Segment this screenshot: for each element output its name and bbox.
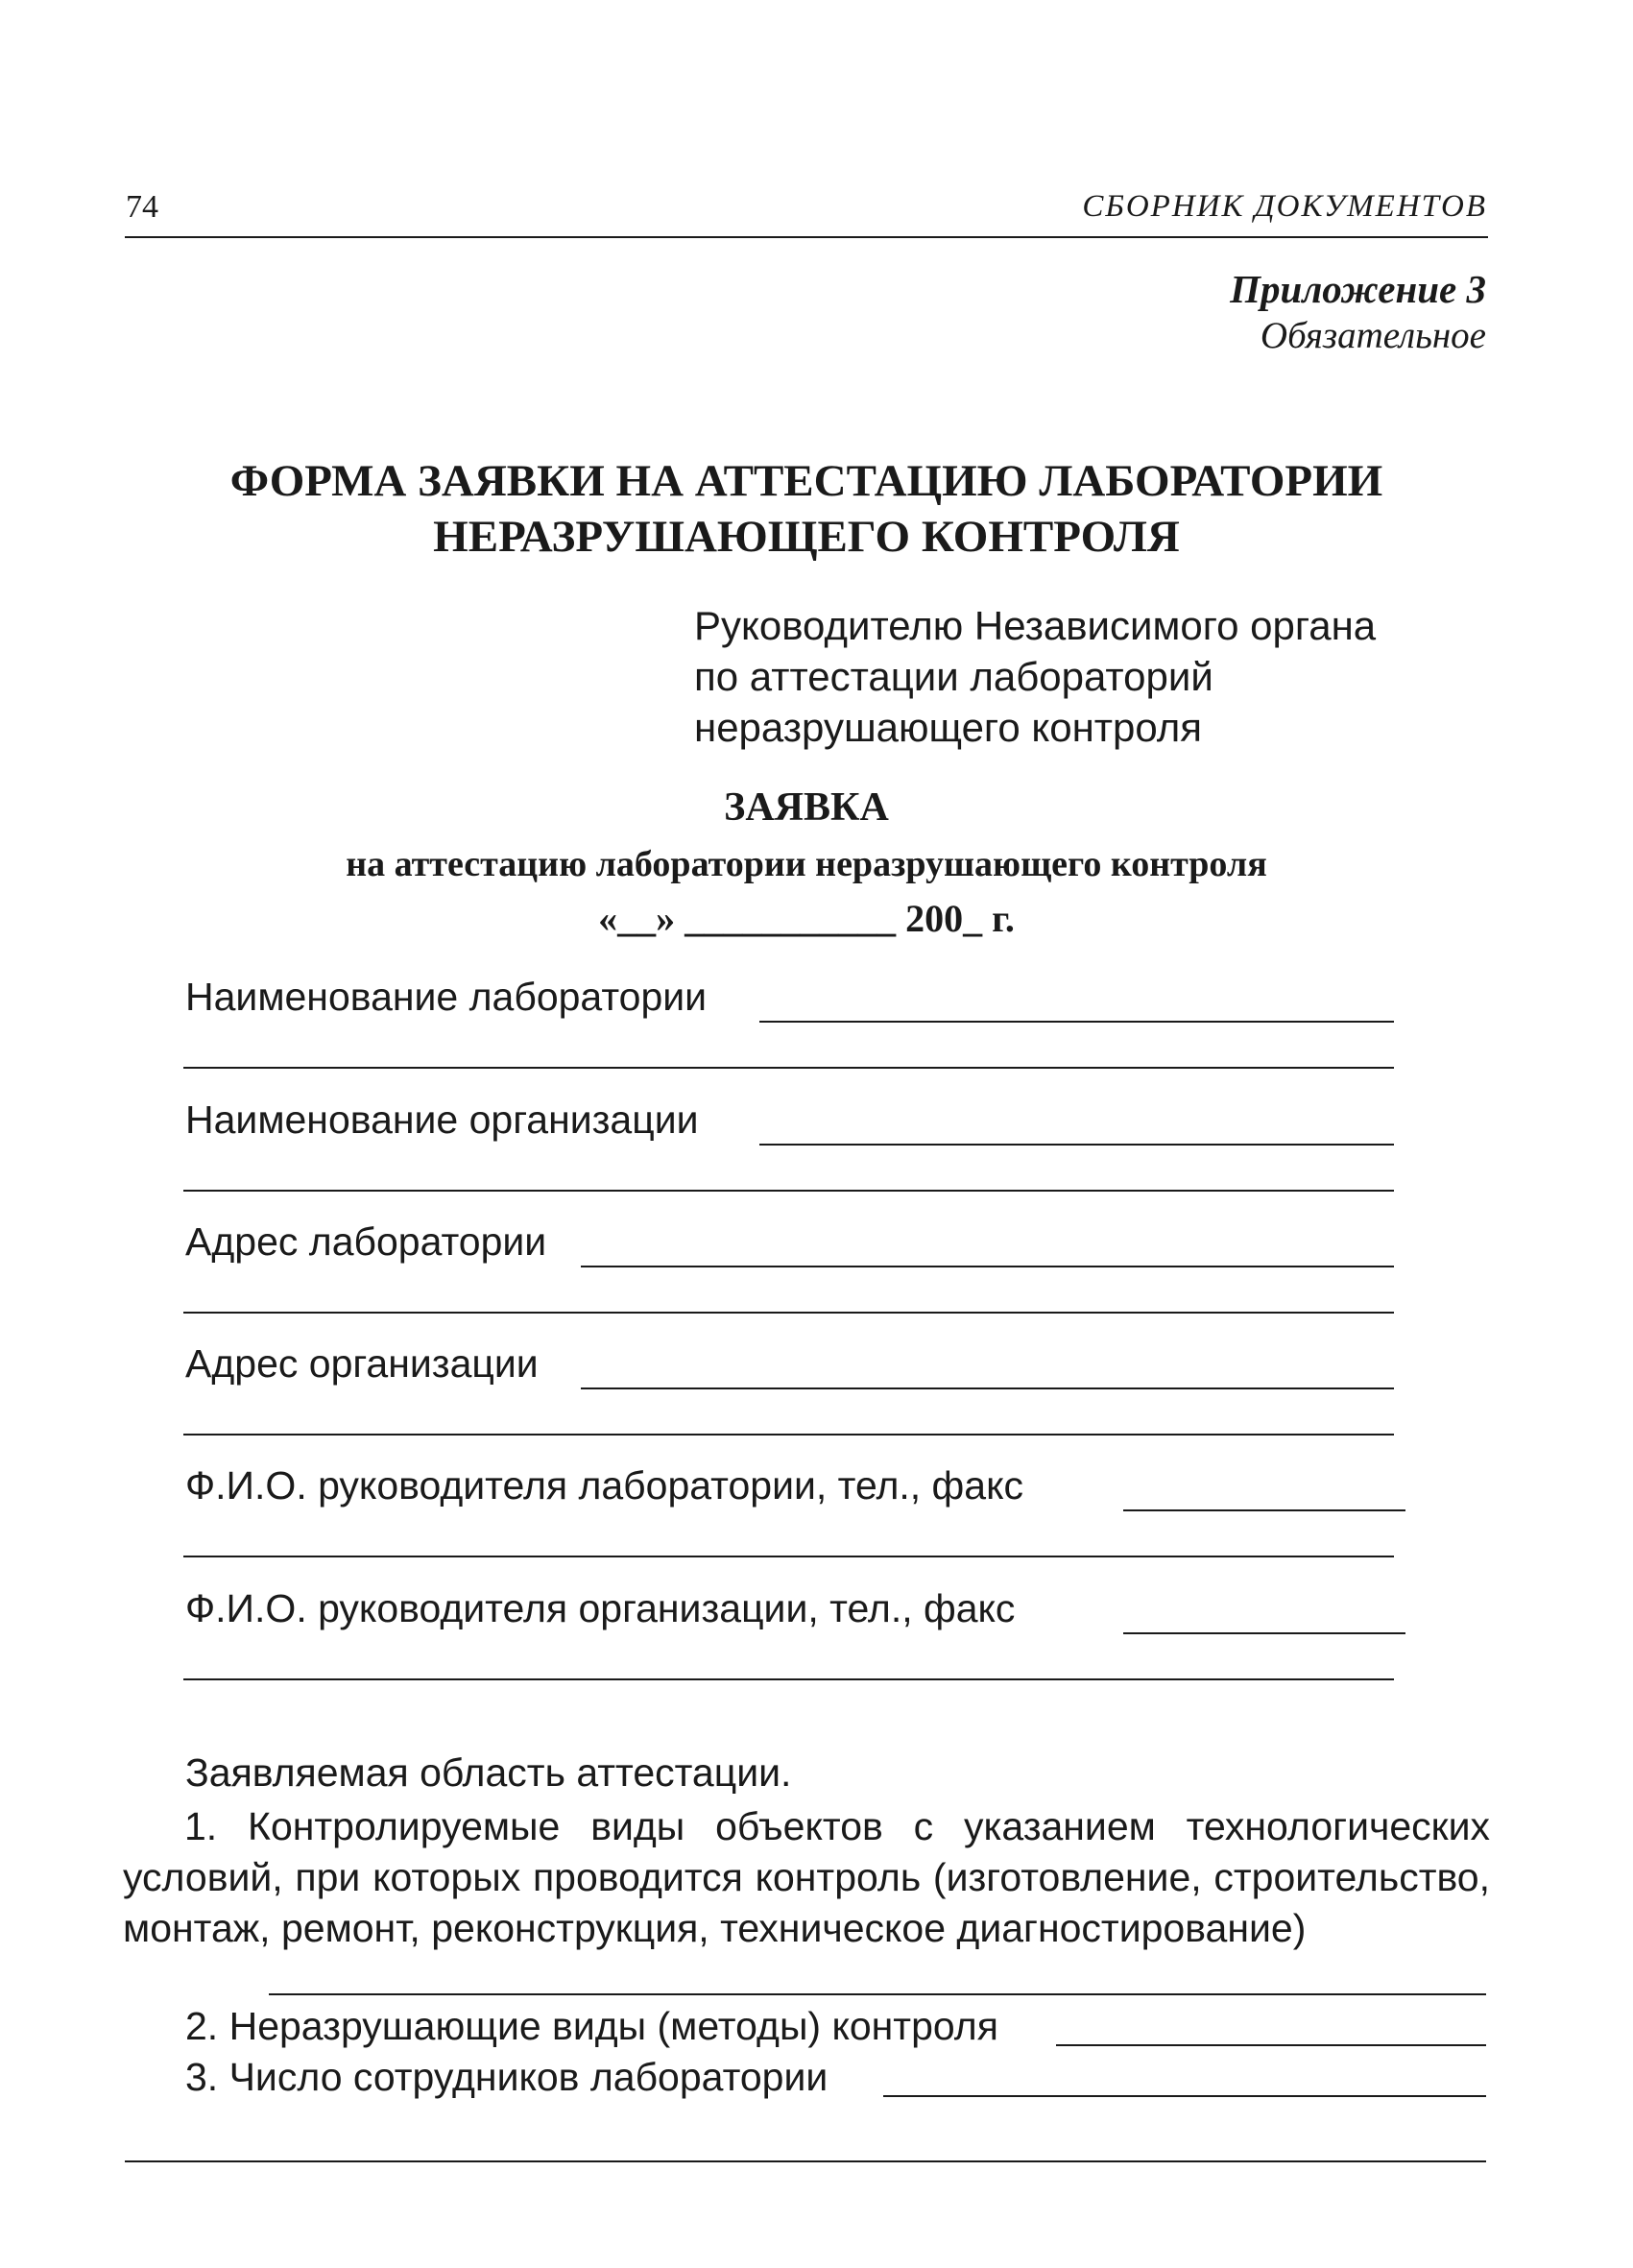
org-name-fill-line[interactable] — [759, 1144, 1394, 1146]
scope-item-1 — [123, 1801, 1490, 1954]
scope-item-3-fill-line[interactable] — [883, 2095, 1486, 2097]
org-head-label: Ф.И.О. руководителя организации, тел., факс — [185, 1586, 1016, 1630]
lab-head-continuation-line[interactable] — [183, 1556, 1394, 1557]
form-title — [125, 453, 1488, 565]
scope-title: Заявляемая область аттестации. — [185, 1750, 792, 1795]
header-rule — [125, 236, 1488, 238]
application-subtitle: на аттестацию лаборатории неразрушающего контроля — [346, 844, 1267, 884]
appendix-number: Приложение 3 — [1230, 267, 1486, 311]
lab-head-fill-line[interactable] — [1123, 1509, 1405, 1511]
scope-item-3: 3. Число сотрудников лаборатории — [185, 2055, 829, 2099]
addressee-block — [694, 600, 1376, 753]
addressee-line1: Руководителю Независимого органа — [694, 603, 1377, 648]
page-number: 74 — [126, 189, 158, 225]
appendix-block — [1230, 266, 1486, 357]
org-address-fill-line[interactable] — [581, 1387, 1394, 1389]
org-address-continuation-line[interactable] — [183, 1434, 1394, 1436]
application-title: ЗАЯВКА — [724, 785, 889, 830]
lab-address-continuation-line[interactable] — [183, 1312, 1394, 1314]
running-title: СБОРНИК ДОКУМЕНТОВ — [1082, 189, 1487, 224]
org-head-fill-line[interactable] — [1123, 1632, 1405, 1634]
lab-name-fill-line[interactable] — [759, 1021, 1394, 1023]
lab-address-fill-line[interactable] — [581, 1266, 1394, 1267]
org-address-label: Адрес организации — [185, 1341, 539, 1386]
bottom-fill-line[interactable] — [125, 2160, 1486, 2162]
scope-item-2: 2. Неразрушающие виды (методы) контроля — [185, 2004, 998, 2048]
scope-item-2-fill-line[interactable] — [1056, 2044, 1486, 2046]
org-name-label: Наименование организации — [185, 1098, 699, 1142]
addressee-line3: неразрушающего контроля — [694, 705, 1203, 750]
org-name-continuation-line[interactable] — [183, 1190, 1394, 1192]
scope-item-1-fill-line[interactable] — [269, 1993, 1486, 1995]
org-head-continuation-line[interactable] — [183, 1678, 1394, 1680]
application-date-line: «__» ___________ 200_ г. — [598, 897, 1015, 940]
lab-name-label: Наименование лаборатории — [185, 975, 708, 1019]
lab-name-continuation-line[interactable] — [183, 1067, 1394, 1069]
addressee-line2: по аттестации лабораторий — [694, 654, 1213, 699]
form-title-line1: ФОРМА ЗАЯВКИ НА АТТЕСТАЦИЮ ЛАБОРАТОРИИ — [229, 456, 1383, 506]
lab-address-label: Адрес лаборатории — [185, 1219, 547, 1264]
appendix-status: Обязательное — [1260, 315, 1486, 356]
scope-item-1-text: 1. Контролируемые виды объектов с указанием технологических условий, при которых проводится контроль (изготовление, строительство, монтаж, ремонт, реконструкция, техническое диагностирование) — [123, 1804, 1490, 1950]
form-title-line2: НЕРАЗРУШАЮЩЕГО КОНТРОЛЯ — [433, 512, 1180, 562]
lab-head-label: Ф.И.О. руководителя лаборатории, тел., факс — [185, 1463, 1023, 1508]
